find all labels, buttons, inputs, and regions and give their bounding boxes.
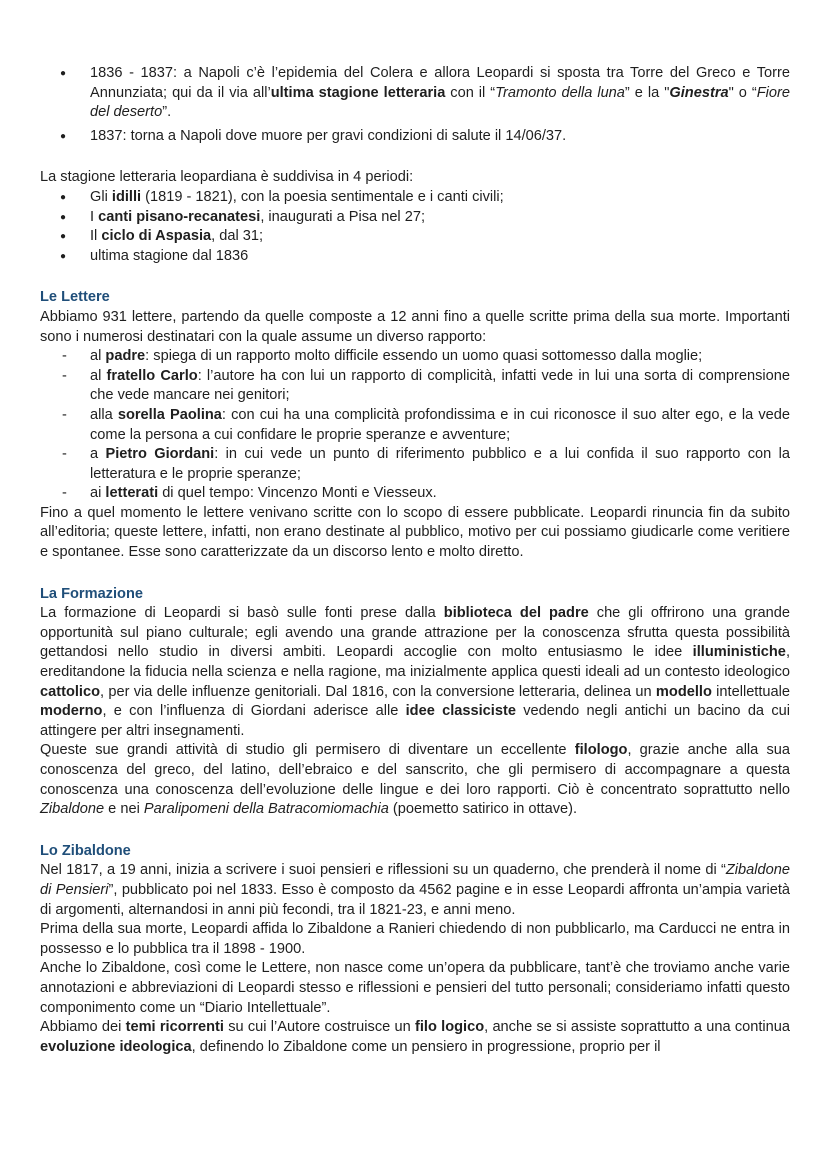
list-item: ● Gli idilli (1819 - 1821), con la poesia sentimentale e i canti civili;	[40, 188, 790, 208]
section-heading-zibaldone: Lo Zibaldone	[40, 842, 131, 859]
lettere-intro: Abbiamo 931 lettere, partendo da quelle composte a 12 anni fino a quelle scritte prima della sua morte. Importanti sono i numerosi destinatari con la quale assume un diverso rapporto:	[40, 308, 790, 345]
zibaldone-paragraph-1: Nel 1817, a 19 anni, inizia a scrivere i suoi pensieri e riflessioni su un quaderno, che prenderà il nome di “Zibaldone di Pensieri”, pubblicato poi nel 1833. Esso è composto da 4562 pagine e in esse Leopardi affronta un’ampia varietà di argomenti, alternandosi in anni più fecondi, tra il 1821-23, e anni meno.	[40, 862, 790, 918]
periods-intro: La stagione letteraria leopardiana è suddivisa in 4 periodi:	[40, 169, 414, 186]
list-item: - alla sorella Paolina: con cui ha una complicità profondissima e in cui riconosce il suo alter ego, e la vede come la persona a cui confidare le proprie speranze e avventure;	[40, 406, 790, 445]
zibaldone-paragraph-2: Prima della sua morte, Leopardi affida lo Zibaldone a Ranieri chiedendo di non pubblicarlo, ma Carducci ne entra in possesso e lo pubblica tra il 1898 - 1900.	[40, 921, 790, 957]
list-item: ● I canti pisano-recanatesi, inaugurati a Pisa nel 27;	[40, 208, 790, 228]
section-heading-lettere: Le Lettere	[40, 289, 110, 306]
list-item: ● 1837: torna a Napoli dove muore per gravi condizioni di salute il 14/06/37.	[40, 127, 790, 147]
list-item: - al fratello Carlo: l’autore ha con lui un rapporto di complicità, infatti vede in lui una sorta di comprensione che vede mancare nei genitori;	[40, 367, 790, 406]
section-heading-formazione: La Formazione	[40, 585, 143, 602]
list-item: - a Pietro Giordani: in cui vede un punto di riferimento pubblico e a lui confida il suo rapporto con la letteratura e le proprie speranze;	[40, 445, 790, 484]
periods-list	[40, 188, 790, 266]
list-item: ● 1836 - 1837: a Napoli c’è l’epidemia del Colera e allora Leopardi si sposta tra Torre del Greco e Torre Annunziata; qui da il via all’ultima stagione letteraria con il “Tramonto della luna” e la "Ginestra" o “Fiore del deserto”.	[40, 64, 790, 123]
list-item: ● ultima stagione dal 1836	[40, 247, 790, 267]
lettere-recipients-list	[40, 347, 790, 504]
zibaldone-paragraph-3: Anche lo Zibaldone, così come le Lettere, non nasce come un’opera da pubblicare, tant’è che troviamo anche varie annotazioni e abbreviazioni di Leopardi stesso e riflessioni e pensieri del tutto personali; consideriamo infatti questo componimento come un “Diario Intellettuale”.	[40, 960, 790, 1016]
list-item: - al padre: spiega di un rapporto molto difficile essendo un uomo quasi sottomesso dalla moglie;	[40, 347, 790, 367]
formazione-paragraph-1: La formazione di Leopardi si basò sulle fonti prese dalla biblioteca del padre che gli offrirono una grande opportunità sul piano culturale; egli avendo una grande attrazione per la conoscenza sfrutta questa possibilità gettandosi nello studio in diversi ambiti. Leopardi accoglie con molto entusiasmo le idee illuministiche, ereditandone la fiducia nella scienza e nella ragione, ma inizialmente applica questi ideali ad un contesto ideologico cattolico, per via delle influenze genitoriali. Dal 1816, con la conversione letteraria, delinea un modello intellettuale moderno, e con l’influenza di Giordani aderisce alle idee classiciste vedendo negli antichi un bacino da cui attingere per altri insegnamenti.	[40, 605, 791, 739]
formazione-paragraph-2: Queste sue grandi attività di studio gli permisero di diventare un eccellente filologo, grazie anche alla sua conoscenza del greco, del latino, dell’ebraico e del sanscrito, che gli permisero di accompagnare a questa conoscenza una conoscenza dell’evoluzione delle lingue e dei loro rapporti. Ciò è concentrato soprattutto nello Zibaldone e nei Paralipomeni della Batracomiomachia (poemetto satirico in ottave).	[40, 742, 791, 818]
list-item: ● Il ciclo di Aspasia, dal 31;	[40, 227, 790, 247]
lettere-closing: Fino a quel momento le lettere venivano scritte con lo scopo di essere pubblicate. Leopardi rinuncia fin da subito all’editoria; queste lettere, infatti, non erano destinate al pubblico, motivo per cui possiamo giudicarle come veritiere e spontanee. Esse sono caratterizzate da un discorso lento e molto diretto.	[40, 504, 790, 561]
intro-bullet-list	[40, 64, 790, 146]
zibaldone-paragraph-4: Abbiamo dei temi ricorrenti su cui l’Autore costruisce un filo logico, anche se si assiste soprattutto a una continua evoluzione ideologica, definendo lo Zibaldone come un pensiero in progressione, proprio per il	[40, 1019, 790, 1055]
list-item: - ai letterati di quel tempo: Vincenzo Monti e Viesseux.	[40, 484, 790, 504]
